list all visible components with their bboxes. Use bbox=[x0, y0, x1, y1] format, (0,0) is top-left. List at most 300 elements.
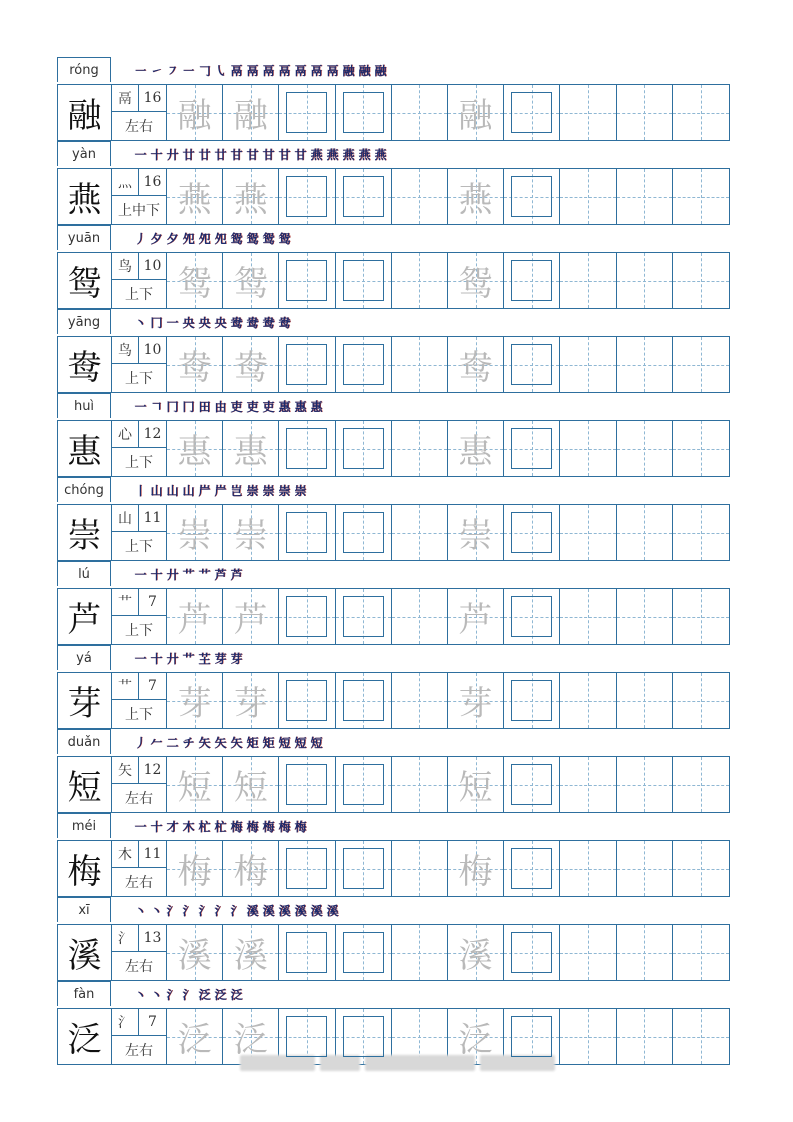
stroke-step: 廿 bbox=[182, 148, 195, 162]
writing-box bbox=[343, 932, 384, 973]
stroke-order bbox=[133, 57, 388, 84]
stroke-step: 梅 bbox=[246, 820, 259, 834]
practice-cell[interactable] bbox=[504, 1009, 560, 1064]
trace-character: 鸯 bbox=[233, 348, 268, 388]
stroke-step: 氵 bbox=[230, 904, 243, 918]
practice-cell[interactable] bbox=[560, 169, 616, 224]
practice-cell[interactable] bbox=[560, 841, 616, 896]
practice-cell[interactable] bbox=[223, 841, 279, 896]
practice-cell[interactable] bbox=[336, 673, 392, 728]
trace-character: 融 bbox=[177, 96, 212, 136]
practice-cell[interactable] bbox=[560, 1009, 616, 1064]
stroke-step: 燕 bbox=[310, 148, 323, 162]
practice-cell[interactable] bbox=[392, 841, 448, 896]
stroke-step: 矢 bbox=[214, 736, 227, 750]
practice-cell[interactable] bbox=[392, 589, 448, 644]
trace-character: 短 bbox=[458, 768, 493, 808]
practice-cell[interactable] bbox=[504, 337, 560, 392]
pinyin-label: lú bbox=[57, 561, 111, 586]
writing-box bbox=[343, 344, 384, 385]
trace-character: 泛 bbox=[233, 1020, 268, 1060]
stroke-order bbox=[133, 141, 388, 168]
practice-cell[interactable] bbox=[223, 1009, 279, 1064]
stroke-step: 才 bbox=[166, 820, 179, 834]
stroke-count: 11 bbox=[143, 510, 162, 526]
practice-cell[interactable] bbox=[167, 589, 223, 644]
stroke-step: 山 bbox=[166, 484, 179, 498]
pinyin-row bbox=[57, 393, 730, 420]
stroke-step: 燕 bbox=[358, 148, 371, 162]
practice-cell[interactable] bbox=[448, 673, 504, 728]
stroke-step: 田 bbox=[198, 400, 211, 414]
practice-cell[interactable] bbox=[336, 841, 392, 896]
stroke-step: 甘 bbox=[294, 148, 307, 162]
practice-cell[interactable] bbox=[167, 1009, 223, 1064]
practice-cell[interactable] bbox=[392, 85, 448, 140]
writing-box bbox=[286, 176, 327, 217]
radical: 鸟 bbox=[112, 337, 139, 363]
practice-cell[interactable] bbox=[392, 757, 448, 812]
stroke-step: 崇 bbox=[294, 484, 307, 498]
practice-cell[interactable] bbox=[617, 505, 673, 560]
practice-cell[interactable] bbox=[504, 253, 560, 308]
stroke-order bbox=[133, 981, 244, 1008]
stroke-step: 氵 bbox=[182, 904, 195, 918]
practice-cell[interactable] bbox=[392, 253, 448, 308]
practice-cell[interactable] bbox=[167, 421, 223, 476]
stroke-step: 丶 bbox=[134, 904, 147, 918]
radical: 鸟 bbox=[112, 253, 139, 279]
practice-cell[interactable] bbox=[167, 337, 223, 392]
character-info bbox=[112, 169, 167, 224]
practice-cell[interactable] bbox=[279, 253, 335, 308]
trace-character: 惠 bbox=[177, 432, 212, 472]
practice-cell[interactable] bbox=[617, 673, 673, 728]
practice-cell[interactable] bbox=[560, 505, 616, 560]
stroke-step: 氵 bbox=[166, 904, 179, 918]
structure: 上下 bbox=[125, 623, 153, 639]
practice-cell[interactable] bbox=[504, 757, 560, 812]
stroke-step: 鬲 bbox=[326, 64, 339, 78]
writing-box bbox=[343, 848, 384, 889]
stroke-step: 杧 bbox=[198, 820, 211, 834]
pinyin-label: xī bbox=[57, 897, 111, 922]
practice-cell[interactable] bbox=[223, 505, 279, 560]
practice-cell[interactable] bbox=[448, 337, 504, 392]
stroke-step: 甘 bbox=[262, 148, 275, 162]
stroke-order bbox=[133, 561, 244, 588]
character-info bbox=[112, 673, 167, 728]
stroke-step: 芽 bbox=[214, 652, 227, 666]
radical: 氵 bbox=[112, 1009, 139, 1035]
structure: 上中下 bbox=[118, 203, 160, 219]
pinyin-label: duǎn bbox=[57, 729, 111, 754]
writing-box bbox=[511, 428, 552, 469]
practice-cell[interactable] bbox=[560, 85, 616, 140]
stroke-step: ㇐ bbox=[134, 64, 147, 78]
practice-cell[interactable] bbox=[617, 253, 673, 308]
trace-character: 泛 bbox=[177, 1020, 212, 1060]
pinyin-row bbox=[57, 57, 730, 84]
stroke-step: 𠂉 bbox=[150, 736, 163, 750]
stroke-step: 艹 bbox=[198, 568, 211, 582]
stroke-step: 燕 bbox=[342, 148, 355, 162]
practice-cell[interactable] bbox=[279, 925, 335, 980]
practice-cell[interactable] bbox=[617, 85, 673, 140]
stroke-step: 崇 bbox=[278, 484, 291, 498]
stroke-step: 融 bbox=[374, 64, 387, 78]
stroke-step: 丶 bbox=[150, 904, 163, 918]
practice-cell[interactable] bbox=[673, 589, 729, 644]
stroke-step: 溪 bbox=[310, 904, 323, 918]
practice-cell[interactable] bbox=[336, 421, 392, 476]
writing-box bbox=[511, 932, 552, 973]
practice-cell[interactable] bbox=[504, 421, 560, 476]
writing-box bbox=[286, 1016, 327, 1057]
practice-cell[interactable] bbox=[617, 757, 673, 812]
stroke-step: 艹 bbox=[182, 652, 195, 666]
stroke-step: ㇀ bbox=[150, 64, 163, 78]
practice-cell[interactable] bbox=[392, 673, 448, 728]
practice-cell[interactable] bbox=[392, 505, 448, 560]
practice-cell[interactable] bbox=[560, 757, 616, 812]
trace-character: 梅 bbox=[233, 852, 268, 892]
writing-grid bbox=[57, 924, 730, 981]
stroke-step: 泛 bbox=[198, 988, 211, 1002]
stroke-step: 短 bbox=[294, 736, 307, 750]
char-entry bbox=[57, 225, 730, 309]
trace-character: 芦 bbox=[458, 600, 493, 640]
practice-cell[interactable] bbox=[504, 85, 560, 140]
stroke-step: 甘 bbox=[278, 148, 291, 162]
stroke-step: 泛 bbox=[230, 988, 243, 1002]
practice-cell[interactable] bbox=[448, 1009, 504, 1064]
stroke-step: 吏 bbox=[262, 400, 275, 414]
stroke-step: 矢 bbox=[198, 736, 211, 750]
model-character: 惠 bbox=[58, 421, 112, 476]
practice-cell[interactable] bbox=[279, 169, 335, 224]
practice-cell[interactable] bbox=[336, 505, 392, 560]
char-entry bbox=[57, 141, 730, 225]
practice-cell[interactable] bbox=[617, 169, 673, 224]
trace-character: 崇 bbox=[233, 516, 268, 556]
practice-cell[interactable] bbox=[336, 169, 392, 224]
practice-cell[interactable] bbox=[448, 169, 504, 224]
stroke-step: 丶 bbox=[134, 988, 147, 1002]
practice-cell[interactable] bbox=[448, 253, 504, 308]
practice-cell[interactable] bbox=[504, 505, 560, 560]
stroke-step: 屵 bbox=[198, 484, 211, 498]
practice-cell[interactable] bbox=[279, 505, 335, 560]
stroke-step: 一 bbox=[134, 400, 147, 414]
stroke-step: 夗 bbox=[198, 232, 211, 246]
practice-cell[interactable] bbox=[448, 757, 504, 812]
character-info bbox=[112, 85, 167, 140]
writing-box bbox=[286, 680, 327, 721]
practice-cell[interactable] bbox=[673, 673, 729, 728]
char-entry bbox=[57, 393, 730, 477]
stroke-order bbox=[133, 225, 292, 252]
char-entry bbox=[57, 897, 730, 981]
practice-cell[interactable] bbox=[448, 925, 504, 980]
trace-character: 惠 bbox=[233, 432, 268, 472]
practice-cell[interactable] bbox=[223, 673, 279, 728]
stroke-step: 廾 bbox=[166, 568, 179, 582]
practice-cell[interactable] bbox=[560, 673, 616, 728]
stroke-count: 10 bbox=[143, 258, 162, 274]
stroke-step: 崇 bbox=[246, 484, 259, 498]
stroke-step: 山 bbox=[150, 484, 163, 498]
stroke-step: 鬲 bbox=[262, 64, 275, 78]
writing-grid bbox=[57, 252, 730, 309]
practice-cell[interactable] bbox=[504, 925, 560, 980]
character-info bbox=[112, 505, 167, 560]
practice-cell[interactable] bbox=[336, 925, 392, 980]
stroke-step: 央 bbox=[198, 316, 211, 330]
stroke-count: 16 bbox=[143, 90, 162, 106]
trace-character: 鸳 bbox=[177, 264, 212, 304]
practice-cell[interactable] bbox=[673, 421, 729, 476]
practice-cell[interactable] bbox=[448, 505, 504, 560]
stroke-step: 燕 bbox=[374, 148, 387, 162]
practice-cell[interactable] bbox=[392, 337, 448, 392]
practice-cell[interactable] bbox=[617, 925, 673, 980]
practice-cell[interactable] bbox=[560, 589, 616, 644]
practice-cell[interactable] bbox=[617, 1009, 673, 1064]
char-entry bbox=[57, 981, 730, 1065]
practice-cell[interactable] bbox=[223, 85, 279, 140]
model-character: 短 bbox=[58, 757, 112, 812]
stroke-step: 矩 bbox=[262, 736, 275, 750]
practice-cell[interactable] bbox=[223, 253, 279, 308]
stroke-step: 甘 bbox=[230, 148, 243, 162]
practice-cell[interactable] bbox=[392, 421, 448, 476]
writing-box bbox=[511, 176, 552, 217]
practice-cell[interactable] bbox=[223, 757, 279, 812]
pinyin-label: chóng bbox=[57, 477, 111, 502]
trace-character: 融 bbox=[233, 96, 268, 136]
structure: 上下 bbox=[125, 287, 153, 303]
practice-cell[interactable] bbox=[336, 85, 392, 140]
practice-cell[interactable] bbox=[279, 841, 335, 896]
practice-cell[interactable] bbox=[223, 925, 279, 980]
radical: 灬 bbox=[112, 169, 139, 195]
char-entry bbox=[57, 729, 730, 813]
stroke-step: 鸯 bbox=[230, 316, 243, 330]
writing-box bbox=[343, 1016, 384, 1057]
stroke-step: 矩 bbox=[246, 736, 259, 750]
practice-cell[interactable] bbox=[560, 253, 616, 308]
practice-cell[interactable] bbox=[223, 169, 279, 224]
writing-box bbox=[511, 680, 552, 721]
writing-box bbox=[343, 512, 384, 553]
stroke-step: 十 bbox=[150, 148, 163, 162]
practice-cell[interactable] bbox=[279, 1009, 335, 1064]
practice-cell[interactable] bbox=[279, 85, 335, 140]
trace-character: 芽 bbox=[233, 684, 268, 724]
practice-cell[interactable] bbox=[336, 589, 392, 644]
writing-grid bbox=[57, 672, 730, 729]
character-info bbox=[112, 841, 167, 896]
stroke-step: 一 bbox=[134, 148, 147, 162]
stroke-step: 鬲 bbox=[294, 64, 307, 78]
writing-box bbox=[511, 344, 552, 385]
practice-cell[interactable] bbox=[167, 505, 223, 560]
stroke-count: 11 bbox=[143, 846, 162, 862]
trace-character: 融 bbox=[458, 96, 493, 136]
practice-cell[interactable] bbox=[673, 841, 729, 896]
stroke-step: 夕 bbox=[166, 232, 179, 246]
practice-cell[interactable] bbox=[392, 169, 448, 224]
char-entry bbox=[57, 645, 730, 729]
structure: 上下 bbox=[125, 707, 153, 723]
practice-cell[interactable] bbox=[448, 841, 504, 896]
practice-cell[interactable] bbox=[673, 253, 729, 308]
model-character: 燕 bbox=[58, 169, 112, 224]
stroke-step: 屵 bbox=[214, 484, 227, 498]
writing-grid bbox=[57, 168, 730, 225]
stroke-step: 氵 bbox=[166, 988, 179, 1002]
pinyin-row bbox=[57, 813, 730, 840]
practice-cell[interactable] bbox=[560, 337, 616, 392]
practice-cell[interactable] bbox=[279, 421, 335, 476]
practice-cell[interactable] bbox=[673, 85, 729, 140]
stroke-count: 7 bbox=[148, 1014, 157, 1030]
model-character: 鸯 bbox=[58, 337, 112, 392]
stroke-step: 木 bbox=[182, 820, 195, 834]
practice-cell[interactable] bbox=[167, 925, 223, 980]
practice-cell[interactable] bbox=[336, 337, 392, 392]
stroke-step: 短 bbox=[310, 736, 323, 750]
practice-cell[interactable] bbox=[617, 337, 673, 392]
stroke-step: 燕 bbox=[326, 148, 339, 162]
stroke-step: 𠃌 bbox=[198, 64, 211, 78]
practice-cell[interactable] bbox=[673, 1009, 729, 1064]
practice-cell[interactable] bbox=[223, 337, 279, 392]
practice-cell[interactable] bbox=[504, 169, 560, 224]
practice-cell[interactable] bbox=[279, 589, 335, 644]
stroke-order bbox=[133, 729, 324, 756]
trace-character: 崇 bbox=[458, 516, 493, 556]
model-character: 鸳 bbox=[58, 253, 112, 308]
practice-cell[interactable] bbox=[448, 589, 504, 644]
writing-box bbox=[343, 680, 384, 721]
writing-grid bbox=[57, 504, 730, 561]
stroke-step: 十 bbox=[150, 652, 163, 666]
stroke-step: ㇇ bbox=[166, 64, 179, 78]
practice-cell[interactable] bbox=[673, 757, 729, 812]
stroke-step: 廾 bbox=[166, 652, 179, 666]
stroke-step: 鸯 bbox=[246, 316, 259, 330]
writing-box bbox=[286, 932, 327, 973]
practice-cell[interactable] bbox=[617, 589, 673, 644]
practice-cell[interactable] bbox=[167, 85, 223, 140]
character-info bbox=[112, 757, 167, 812]
trace-character: 惠 bbox=[458, 432, 493, 472]
practice-cell[interactable] bbox=[279, 757, 335, 812]
char-entry bbox=[57, 309, 730, 393]
radical: 木 bbox=[112, 841, 139, 867]
stroke-step: 山 bbox=[182, 484, 195, 498]
practice-cell[interactable] bbox=[504, 673, 560, 728]
structure: 左右 bbox=[125, 119, 153, 135]
stroke-step: 丶 bbox=[150, 988, 163, 1002]
stroke-step: 二 bbox=[166, 736, 179, 750]
trace-character: 鸯 bbox=[177, 348, 212, 388]
character-info bbox=[112, 925, 167, 980]
practice-cell[interactable] bbox=[448, 85, 504, 140]
writing-grid bbox=[57, 336, 730, 393]
practice-cell[interactable] bbox=[448, 421, 504, 476]
pinyin-label: yá bbox=[57, 645, 111, 670]
pinyin-row bbox=[57, 309, 730, 336]
stroke-step: 芦 bbox=[214, 568, 227, 582]
practice-cell[interactable] bbox=[504, 841, 560, 896]
stroke-step: 甘 bbox=[246, 148, 259, 162]
radical: 艹 bbox=[112, 589, 139, 615]
writing-box bbox=[343, 764, 384, 805]
trace-character: 短 bbox=[233, 768, 268, 808]
practice-cell[interactable] bbox=[167, 757, 223, 812]
practice-cell[interactable] bbox=[560, 421, 616, 476]
stroke-step: 溪 bbox=[294, 904, 307, 918]
practice-cell[interactable] bbox=[167, 841, 223, 896]
pinyin-label: méi bbox=[57, 813, 111, 838]
character-info bbox=[112, 421, 167, 476]
model-character: 泛 bbox=[58, 1009, 112, 1064]
stroke-step: 丨 bbox=[134, 484, 147, 498]
writing-box bbox=[343, 428, 384, 469]
writing-box bbox=[286, 596, 327, 637]
practice-cell[interactable] bbox=[167, 673, 223, 728]
practice-cell[interactable] bbox=[673, 925, 729, 980]
stroke-step: 溪 bbox=[278, 904, 291, 918]
stroke-step: 吏 bbox=[246, 400, 259, 414]
pinyin-row bbox=[57, 141, 730, 168]
writing-box bbox=[286, 92, 327, 133]
pinyin-row bbox=[57, 477, 730, 504]
practice-cell[interactable] bbox=[223, 589, 279, 644]
practice-cell[interactable] bbox=[617, 841, 673, 896]
stroke-step: 氵 bbox=[182, 988, 195, 1002]
practice-cell[interactable] bbox=[560, 925, 616, 980]
stroke-step: 一 bbox=[134, 652, 147, 666]
stroke-step: 鸳 bbox=[230, 232, 243, 246]
practice-cell[interactable] bbox=[336, 757, 392, 812]
practice-cell[interactable] bbox=[279, 673, 335, 728]
practice-cell[interactable] bbox=[279, 337, 335, 392]
practice-cell[interactable] bbox=[167, 253, 223, 308]
writing-grid bbox=[57, 84, 730, 141]
stroke-step: 梅 bbox=[294, 820, 307, 834]
practice-cell[interactable] bbox=[673, 169, 729, 224]
radical: 艹 bbox=[112, 673, 139, 699]
practice-cell[interactable] bbox=[336, 1009, 392, 1064]
practice-cell[interactable] bbox=[504, 589, 560, 644]
structure: 左右 bbox=[125, 875, 153, 891]
practice-cell[interactable] bbox=[673, 337, 729, 392]
practice-cell[interactable] bbox=[223, 421, 279, 476]
practice-cell[interactable] bbox=[617, 421, 673, 476]
practice-cell[interactable] bbox=[167, 169, 223, 224]
practice-cell[interactable] bbox=[336, 253, 392, 308]
stroke-step: 氵 bbox=[214, 904, 227, 918]
practice-cell[interactable] bbox=[673, 505, 729, 560]
practice-cell[interactable] bbox=[392, 925, 448, 980]
stroke-step: 溪 bbox=[246, 904, 259, 918]
pinyin-label: huì bbox=[57, 393, 111, 418]
pinyin-row bbox=[57, 561, 730, 588]
